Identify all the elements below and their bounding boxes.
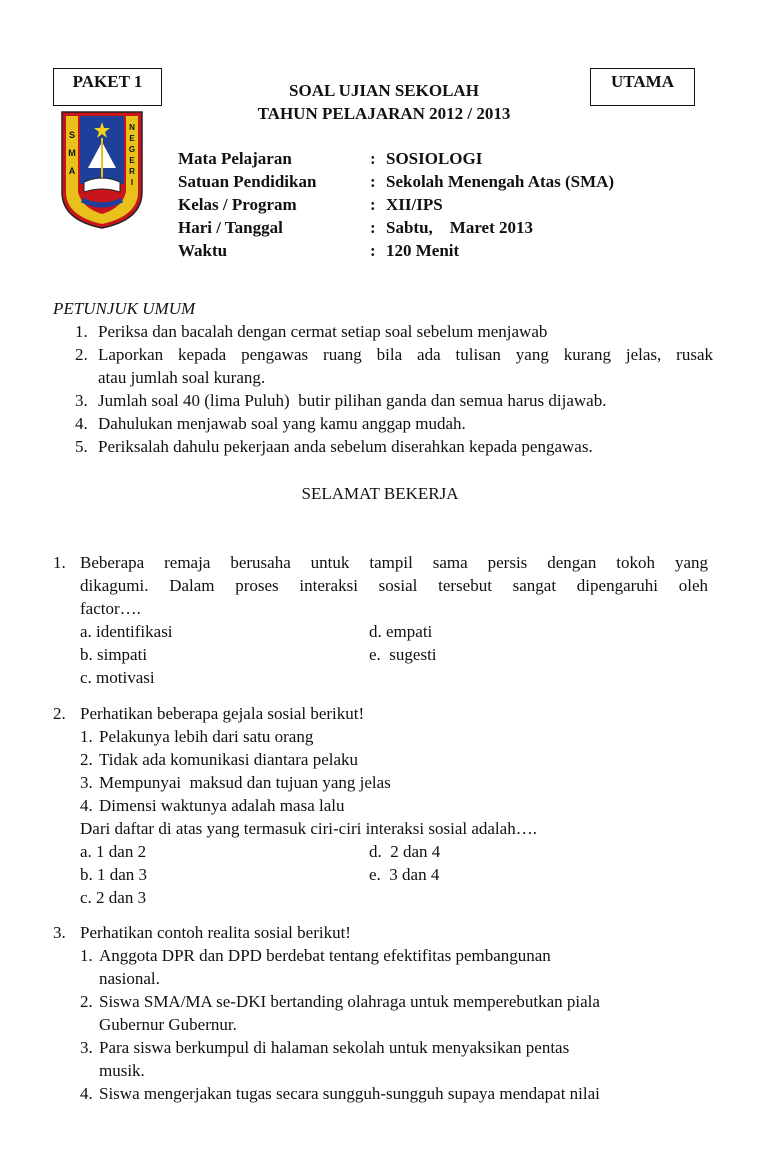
option-c: c. 2 dan 3 <box>80 888 147 907</box>
item-text: Mempunyai maksud dan tujuan yang jelas <box>99 773 391 792</box>
item-number: 3. <box>80 1038 93 1057</box>
option-e: e. 3 dan 4 <box>369 865 440 884</box>
item-text: musik. <box>99 1061 145 1080</box>
item-text: Para siswa berkumpul di halaman sekolah untuk menyaksikan pentas <box>99 1038 570 1057</box>
item-number: 2. <box>80 750 93 769</box>
info-separator: : <box>370 218 376 237</box>
instruction-number: 1. <box>75 322 88 341</box>
item-number: 4. <box>80 1084 93 1103</box>
option-c: c. motivasi <box>80 668 155 687</box>
info-separator: : <box>370 149 376 168</box>
item-number: 4. <box>80 796 93 815</box>
item-text: nasional. <box>99 969 160 988</box>
utama-label: UTAMA <box>590 68 695 106</box>
instruction-text: Dahulukan menjawab soal yang kamu anggap mudah. <box>98 414 466 433</box>
question-text: Beberapa remaja berusaha untuk tampil sama persis dengan tokoh yang <box>80 553 708 572</box>
question-text: factor…. <box>80 599 141 618</box>
question-prompt: Dari daftar di atas yang termasuk ciri-ciri interaksi sosial adalah…. <box>80 819 537 838</box>
logo-letter-r: R <box>129 167 135 176</box>
item-text: Tidak ada komunikasi diantara pelaku <box>99 750 359 769</box>
logo-letter-i: I <box>130 178 134 187</box>
option-a: a. identifikasi <box>80 622 173 641</box>
school-year: TAHUN PELAJARAN 2012 / 2013 <box>257 104 511 123</box>
paket-label: PAKET 1 <box>53 68 162 106</box>
option-d: d. 2 dan 4 <box>369 842 441 861</box>
info-label: Waktu <box>178 241 228 260</box>
instruction-number: 4. <box>75 414 88 433</box>
item-number: 1. <box>80 727 93 746</box>
info-separator: : <box>370 172 376 191</box>
logo-letter-a: A <box>68 166 76 176</box>
info-row-education-unit <box>178 170 614 193</box>
item-text: Anggota DPR dan DPD berdebat tentang efektifitas pembangunan <box>99 946 551 965</box>
logo-letter-n: N <box>129 123 135 132</box>
item-text: Dimensi waktunya adalah masa lalu <box>99 796 345 815</box>
instruction-number: 3. <box>75 391 88 410</box>
question-text: dikagumi. Dalam proses interaksi sosial tersebut sangat dipengaruhi oleh <box>80 576 708 595</box>
info-value: 120 Menit <box>386 241 460 260</box>
school-logo <box>58 108 146 230</box>
info-value: XII/IPS <box>386 195 443 214</box>
item-number: 1. <box>80 946 93 965</box>
instruction-number: 2. <box>75 345 88 364</box>
info-label: Hari / Tanggal <box>178 218 283 237</box>
info-value: Sekolah Menengah Atas (SMA) <box>386 172 615 191</box>
instruction-text: Laporkan kepada pengawas ruang bila ada tulisan yang kurang jelas, rusak <box>98 345 713 364</box>
logo-letter-e: E <box>129 134 135 143</box>
item-text: Siswa mengerjakan tugas secara sungguh-sungguh supaya mendapat nilai <box>99 1084 600 1103</box>
option-d: d. empati <box>369 622 433 641</box>
info-value: SOSIOLOGI <box>386 149 483 168</box>
question-number: 3. <box>53 923 66 942</box>
info-label: Kelas / Program <box>178 195 297 214</box>
info-separator: : <box>370 195 376 214</box>
logo-letter-e2: E <box>129 156 135 165</box>
logo-letter-s: S <box>68 130 76 140</box>
option-b: b. 1 dan 3 <box>80 865 148 884</box>
item-number: 2. <box>80 992 93 1011</box>
logo-letter-m: M <box>68 148 76 158</box>
item-number: 3. <box>80 773 93 792</box>
option-e: e. sugesti <box>369 645 437 664</box>
option-a: a. 1 dan 2 <box>80 842 147 861</box>
question-text: Perhatikan beberapa gejala sosial berikut! <box>80 704 365 723</box>
closing-text: SELAMAT BEKERJA <box>301 484 459 503</box>
instruction-text: Periksa dan bacalah dengan cermat setiap soal sebelum menjawab <box>98 322 548 341</box>
instruction-text: atau jumlah soal kurang. <box>98 368 266 387</box>
info-row-date <box>178 216 614 239</box>
instructions-heading: PETUNJUK UMUM <box>53 299 196 318</box>
info-label: Mata Pelajaran <box>178 149 292 168</box>
info-row-class <box>178 193 614 216</box>
item-text: Siswa SMA/MA se-DKI bertanding olahraga untuk memperebutkan piala <box>99 992 600 1011</box>
option-b: b. simpati <box>80 645 148 664</box>
info-separator: : <box>370 241 376 260</box>
info-row-time <box>178 239 614 262</box>
info-value: Sabtu, Maret 2013 <box>386 218 534 237</box>
question-number: 1. <box>53 553 66 572</box>
info-label: Satuan Pendidikan <box>178 172 317 191</box>
question-number: 2. <box>53 704 66 723</box>
instruction-text: Jumlah soal 40 (lima Puluh) butir pilihan ganda dan semua harus dijawab. <box>98 391 607 410</box>
logo-letter-g: G <box>128 145 136 154</box>
exam-info-table <box>178 147 614 262</box>
question-text: Perhatikan contoh realita sosial berikut! <box>80 923 351 942</box>
instruction-number: 5. <box>75 437 88 456</box>
item-text: Pelakunya lebih dari satu orang <box>99 727 314 746</box>
item-text: Gubernur Gubernur. <box>99 1015 237 1034</box>
instruction-text: Periksalah dahulu pekerjaan anda sebelum diserahkan kepada pengawas. <box>98 437 593 456</box>
exam-title: SOAL UJIAN SEKOLAH <box>289 81 479 100</box>
info-row-subject <box>178 147 614 170</box>
